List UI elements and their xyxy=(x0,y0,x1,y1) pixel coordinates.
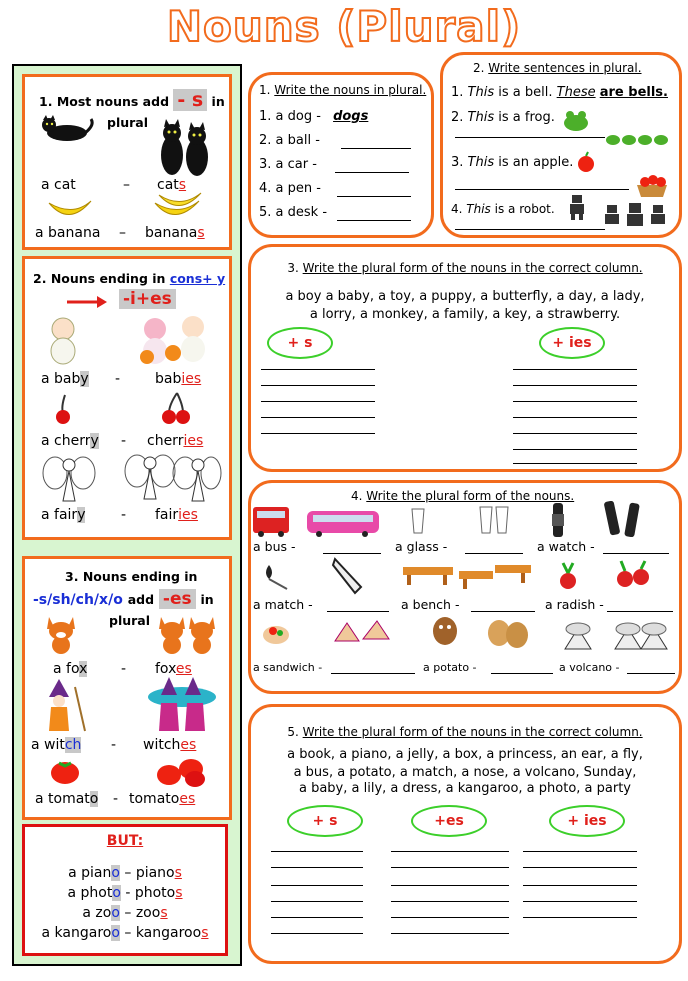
answer-blank[interactable] xyxy=(327,611,389,612)
answer-blank[interactable] xyxy=(391,867,509,868)
answer-blank[interactable] xyxy=(391,885,509,886)
banana-icon xyxy=(45,195,95,223)
answer-blank[interactable] xyxy=(513,417,637,418)
answer-blank[interactable] xyxy=(455,229,605,230)
arrow-right-icon xyxy=(65,295,109,309)
radishes-icon xyxy=(613,559,653,589)
bench-icon xyxy=(401,563,455,587)
robot-icon xyxy=(567,195,587,221)
match-icon xyxy=(259,561,289,595)
volcano-icon xyxy=(561,621,595,651)
answer-blank[interactable] xyxy=(337,196,411,197)
babies-icon xyxy=(133,313,217,369)
potatoes-icon xyxy=(485,615,531,651)
answer-blank[interactable] xyxy=(261,369,375,370)
cherries-icon xyxy=(159,391,193,425)
but-title: BUT: xyxy=(106,833,144,849)
witches-icon xyxy=(145,677,219,735)
answer-blank[interactable] xyxy=(271,901,363,902)
rule-text: plural xyxy=(107,115,149,130)
fairies-icon xyxy=(123,451,223,507)
answer-blank[interactable] xyxy=(335,172,409,173)
column-header-es: +es xyxy=(411,805,487,837)
answer-blank[interactable] xyxy=(455,137,605,138)
bus-icon xyxy=(251,505,291,539)
answer-blank[interactable] xyxy=(491,673,553,674)
sandwiches-icon xyxy=(333,619,391,645)
word-bank: a boy a baby, a toy, a puppy, a butterfly, a day, a lady, xyxy=(285,289,645,304)
suffix-badge: -es xyxy=(159,589,196,609)
column-header-ies: + ies xyxy=(539,327,605,359)
answer-blank[interactable] xyxy=(627,673,675,674)
answer-blank[interactable] xyxy=(337,220,411,221)
foxes-icon xyxy=(155,613,219,655)
suffix-badge: -i+es xyxy=(119,289,176,309)
answer-blank[interactable] xyxy=(513,463,637,464)
answer-blank[interactable] xyxy=(471,611,535,612)
frog-icon xyxy=(561,109,591,133)
answer-blank[interactable] xyxy=(513,369,637,370)
glass-icon xyxy=(409,507,427,535)
radish-icon xyxy=(555,561,581,591)
answer-blank[interactable] xyxy=(523,917,637,918)
robots-icon xyxy=(603,203,669,229)
answer-blank[interactable] xyxy=(331,673,415,674)
but-box xyxy=(22,824,228,956)
suffix-badge: - s xyxy=(173,89,207,111)
volcanoes-icon xyxy=(613,621,671,651)
word-bank: a bus, a potato, a match, a nose, a volcano, Sunday, xyxy=(293,765,637,780)
exercise-1-box: 1. Write the nouns in plural. 1. a dog - dogs 2. a ball - 3. a car - 4. a pen - 5. a desk - xyxy=(248,72,434,238)
apples-basket-icon xyxy=(635,173,669,199)
exercise-1-instruction: Write the nouns in plural. xyxy=(274,83,427,97)
exercise-4-box: 4. Write the plural form of the nouns. a bus - a glass - a watch - a match - a bench - a radish - a sandwich - a potato - a volcano - xyxy=(248,480,682,694)
matches-icon xyxy=(331,555,365,595)
exercise-2-instruction: Write sentences in plural. xyxy=(488,61,642,75)
answer-blank[interactable] xyxy=(391,851,509,852)
exercise-4-instruction: Write the plural form of the nouns. xyxy=(366,489,575,503)
rule-text: in xyxy=(211,94,225,109)
answer-blank[interactable] xyxy=(323,553,381,554)
watches-icon xyxy=(603,501,643,537)
column-header-ies: + ies xyxy=(549,805,625,837)
column-header-s: + s xyxy=(287,805,363,837)
apple-icon xyxy=(575,151,597,173)
exercise-2-box: 2. Write sentences in plural. 1. This is a bell. These are bells. 2. This is a frog. 3. This is an apple. 4. This is a robot. xyxy=(440,52,682,238)
fairy-icon xyxy=(41,453,97,505)
word-bank: a baby, a lily, a dress, a kangaroo, a photo, a party xyxy=(298,781,631,796)
answer-blank[interactable] xyxy=(513,433,637,434)
answer-blank[interactable] xyxy=(513,449,637,450)
cherry-icon xyxy=(51,393,79,425)
answer-blank[interactable] xyxy=(523,885,637,886)
word-bank: a lorry, a monkey, a family, a key, a strawberry. xyxy=(309,307,621,322)
exception-item: a zoo – zoos xyxy=(82,905,168,921)
answer-blank[interactable] xyxy=(271,867,363,868)
answer-blank[interactable] xyxy=(261,385,375,386)
rule-number: 1. xyxy=(39,94,53,109)
glasses-icon xyxy=(477,505,511,535)
column-header-s: + s xyxy=(267,327,333,359)
pair-row: a cat xyxy=(41,177,76,193)
rule-text: Most nouns add xyxy=(56,94,170,109)
answer-blank[interactable] xyxy=(271,917,363,918)
answer-blank[interactable] xyxy=(391,901,509,902)
endings-label: -s/sh/ch/x/o xyxy=(33,592,123,608)
witch-icon xyxy=(45,677,91,733)
exercise-3-instruction: Write the plural form of the nouns in the correct column. xyxy=(302,261,643,275)
answer-blank[interactable] xyxy=(271,933,363,934)
page-title: Nouns (Plural) xyxy=(166,2,522,51)
buses-icon xyxy=(305,507,381,539)
answer-blank[interactable] xyxy=(261,433,375,434)
rule-1-box: 1. Most nouns add - s in plural a cat – cats a banana – bananas xyxy=(22,74,232,250)
sandwich-icon xyxy=(261,619,291,647)
answer-blank[interactable] xyxy=(523,851,637,852)
word-bank: a book, a piano, a jelly, a box, a princess, an ear, a fly, xyxy=(287,747,643,762)
rule-2-box: 2. Nouns ending in cons+ y -i+es a baby - babies a cherry - cherries a fairy - fairies xyxy=(22,256,232,540)
example-answer: dogs xyxy=(333,109,369,124)
answer-blank[interactable] xyxy=(607,611,673,612)
answer-blank[interactable] xyxy=(271,851,363,852)
tomato-icon xyxy=(49,757,81,785)
cats-icon xyxy=(155,117,213,177)
cons-y-label: cons+ y xyxy=(169,271,226,286)
exception-item: a photo - photos xyxy=(67,885,183,901)
answer-blank[interactable] xyxy=(513,385,637,386)
answer-blank[interactable] xyxy=(523,867,637,868)
frogs-icon xyxy=(605,129,669,147)
answer-blank[interactable] xyxy=(271,885,363,886)
answer-blank[interactable] xyxy=(523,901,637,902)
answer-blank[interactable] xyxy=(603,553,669,554)
exercise-5-box: 5. Write the plural form of the nouns in the correct column. a book, a piano, a jelly, a box, a princess, an ear, a fly, a bus, a potato, a match, a nose, a volcano, Sunday, a baby, a lily, a dress, a kangaroo, a photo, a party + s +es + ies xyxy=(248,704,682,964)
fox-icon xyxy=(43,613,79,655)
answer-blank[interactable] xyxy=(465,553,523,554)
watch-icon xyxy=(549,503,567,537)
answer-blank[interactable] xyxy=(261,401,375,402)
answer-blank[interactable] xyxy=(261,417,375,418)
exercise-item: 1. a dog - dogs xyxy=(259,109,376,124)
potato-icon xyxy=(429,613,463,653)
cat-icon xyxy=(37,115,95,143)
benches-icon xyxy=(457,561,533,591)
answer-blank[interactable] xyxy=(391,933,509,934)
baby-icon xyxy=(43,315,83,367)
exception-item: a piano – pianos xyxy=(68,865,182,881)
answer-blank[interactable] xyxy=(341,148,411,149)
tomatoes-icon xyxy=(155,755,209,787)
exercise-3-box: 3. Write the plural form of the nouns in the correct column. a boy a baby, a toy, a puppy, a butterfly, a day, a lady, a lorry, a monkey, a family, a key, a strawberry. + s + ies xyxy=(248,244,682,472)
grammar-sidebar xyxy=(12,64,242,966)
exercise-5-instruction: Write the plural form of the nouns in the correct column. xyxy=(302,725,643,739)
exception-item: a kangaroo – kangaroos xyxy=(41,925,209,941)
answer-blank[interactable] xyxy=(455,189,629,190)
rule-3-box: 3. Nouns ending in -s/sh/ch/x/o add -es in plural a fox - foxes a witch - witches a tomato - tomatoes xyxy=(22,556,232,820)
bananas-icon xyxy=(151,191,203,223)
answer-blank[interactable] xyxy=(391,917,509,918)
answer-blank[interactable] xyxy=(513,401,637,402)
